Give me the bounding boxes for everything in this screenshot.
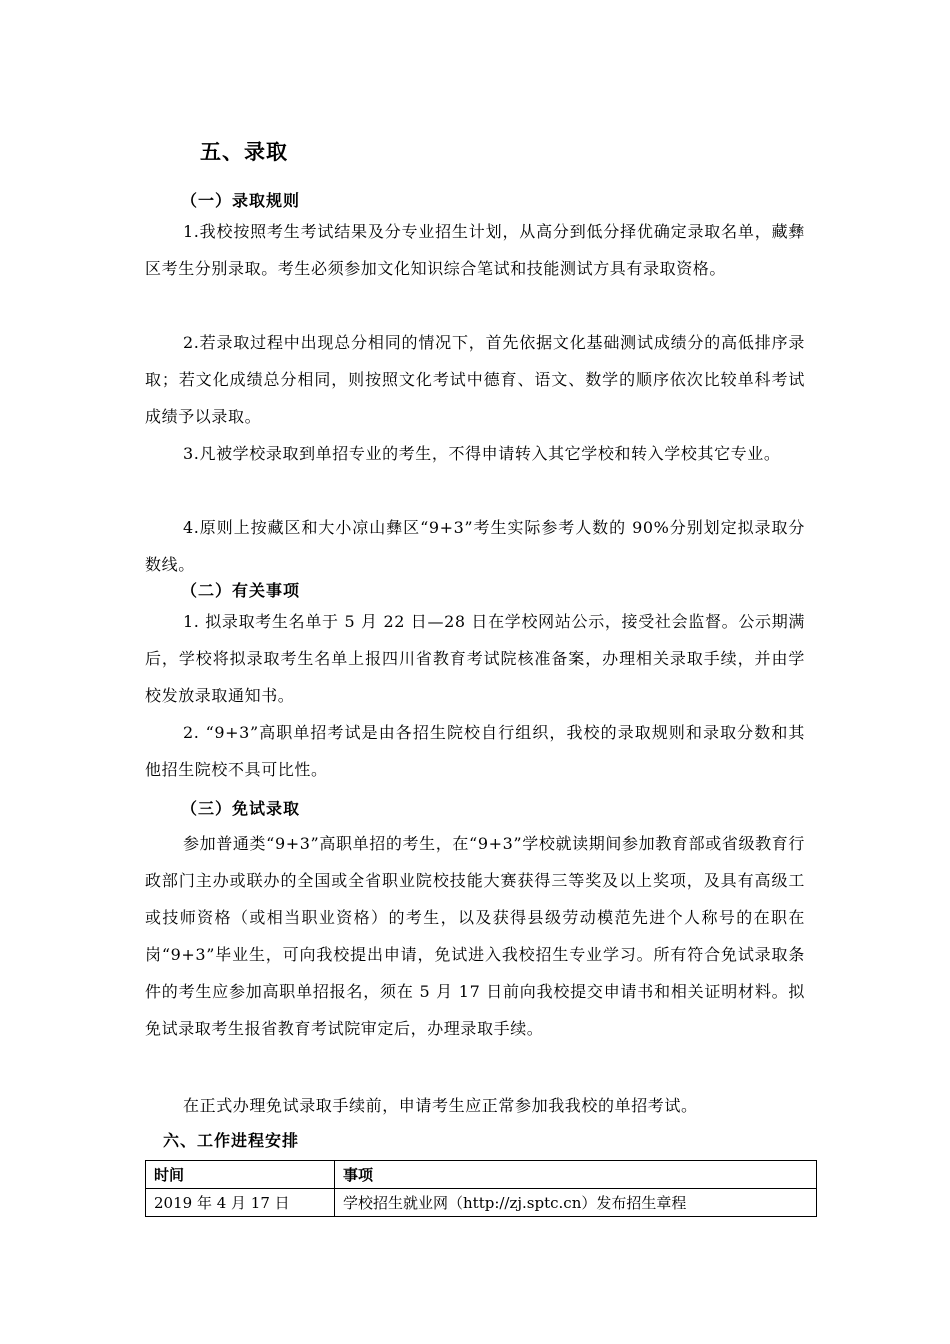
- header-time: 时间: [146, 1161, 335, 1189]
- exemption-note-paragraph: 在正式办理免试录取手续前，申请考生应正常参加我我校的单招考试。: [183, 1096, 698, 1115]
- subsection-admission-rules-title: （一）录取规则: [181, 191, 301, 210]
- section-five-title: 五、录取: [200, 140, 288, 164]
- row-item-cell: 学校招生就业网（http://zj.sptc.cn）发布招生章程: [335, 1189, 817, 1217]
- row-time-cell: 2019 年 4 月 17 日: [146, 1189, 335, 1217]
- exemption-paragraph: 参加普通类“9+3”高职单招的考生，在“9+3”学校就读期间参加教育部或省级教育行政部门主办或联办的全国或全省职业院校技能大赛获得三等奖及以上奖项，及具有高级工或技师资格（或相当职业资格）的考生，以及获得县级劳动模范先进个人称号的在职在岗“9+3”毕业生，可向我校提出申请，免试进入我校招生专业学习。所有符合免试录取条件的考生应参加高职单招报名，须在 5 月 17 日前向我校提交申请书和相关证明材料。拟免试录取考生报省教育考试院审定后，办理录取手续。: [145, 834, 805, 1038]
- section-six-title: 六、工作进程安排: [163, 1131, 300, 1150]
- rule-paragraph-4: 4.原则上按藏区和大小凉山彝区“9+3”考生实际参考人数的 90%分别划定拟录取分数线。: [145, 518, 805, 574]
- subsection-related-matters-title: （二）有关事项: [181, 581, 301, 600]
- rule-paragraph-3: 3.凡被学校录取到单招专业的考生，不得申请转入其它学校和转入学校其它专业。: [183, 444, 781, 463]
- matters-paragraph-1: 1. 拟录取考生名单于 5 月 22 日—28 日在学校网站公示，接受社会监督。公示期满后，学校将拟录取考生名单上报四川省教育考试院核准备案，办理相关录取手续，并由学校发放录取通知书。: [145, 612, 805, 705]
- matters-paragraph-2: 2. “9+3”高职单招考试是由各招生院校自行组织，我校的录取规则和录取分数和其他招生院校不具可比性。: [145, 723, 805, 779]
- subsection-exemption-title: （三）免试录取: [181, 799, 301, 818]
- schedule-table: [145, 1160, 817, 1217]
- header-item: 事项: [335, 1161, 817, 1189]
- rule-paragraph-1: 1.我校按照考生考试结果及分专业招生计划，从高分到低分择优确定录取名单，藏彝区考生分别录取。考生必须参加文化知识综合笔试和技能测试方具有录取资格。: [145, 222, 805, 278]
- rule-paragraph-2: 2.若录取过程中出现总分相同的情况下，首先依据文化基础测试成绩分的高低排序录取；若文化成绩总分相同，则按照文化考试中德育、语文、数学的顺序依次比较单科考试成绩予以录取。: [145, 333, 805, 426]
- table-header-row: [146, 1161, 817, 1189]
- table-row: [146, 1189, 817, 1217]
